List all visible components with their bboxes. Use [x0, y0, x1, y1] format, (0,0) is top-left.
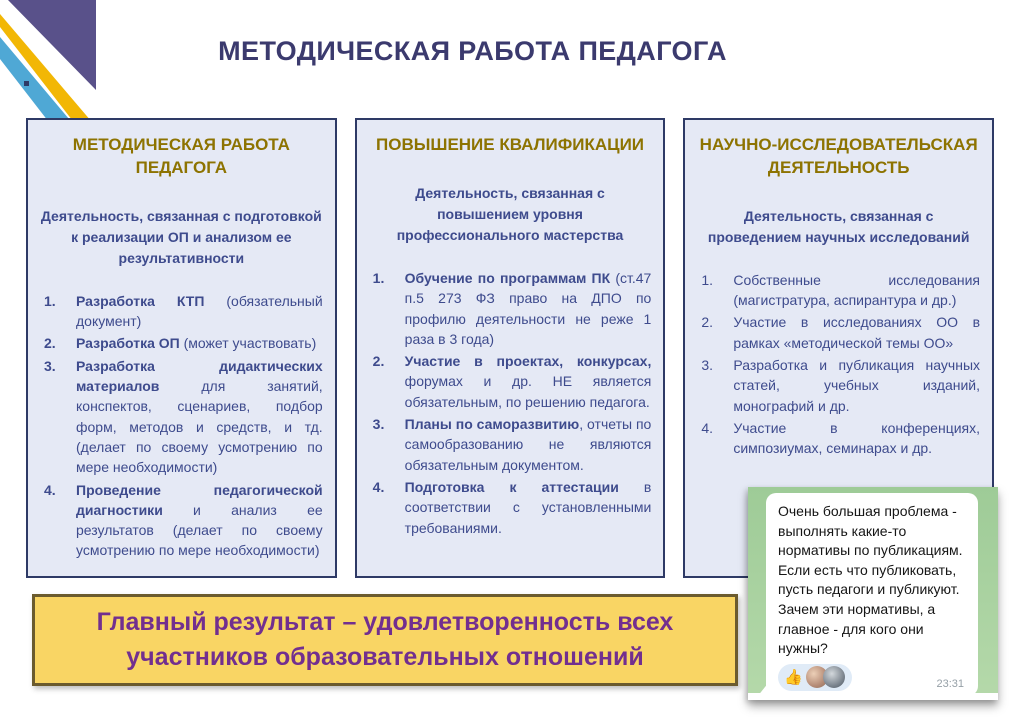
list-item: Подготовка к аттестации в соответствии с установленными требованиями. [404, 478, 652, 536]
list-item: Участие в конференциях, симпозиумах, семинарах и др. [733, 419, 981, 457]
reaction-pill [778, 664, 852, 691]
result-banner [32, 594, 738, 686]
banner-text: Главный результат – удовлетворенность всех участников образовательных отношений [96, 608, 674, 671]
list-item: Проведение педагогической диагностики и анализ ее результатов (делает по своему усмотрению по мере необходимости) [76, 481, 323, 559]
list-item: Разработка ОП (может участвовать) [76, 335, 317, 352]
box-header: ПОВЫШЕНИЕ КВАЛИФИКАЦИИ [376, 135, 645, 154]
column-qualification [355, 118, 666, 578]
reactor-avatar [823, 666, 845, 688]
chat-bubble [766, 493, 978, 696]
box-subtitle: Деятельность, связанная с повышением уровня профессионального мастерства [396, 184, 624, 243]
chat-message: Очень большая проблема - выполнять какие-то нормативы по публикациям. Если есть что публиковать, пусть педагоги и публикуют. Зачем эти нормативы, а главное - для кого они нужны? [778, 503, 963, 657]
corner-dot-icon [24, 81, 29, 86]
chat-bubble-footer [778, 664, 966, 691]
box-subtitle: Деятельность, связанная с проведением научных исследований [707, 207, 970, 245]
list-item: Собственные исследования (магистратура, аспирантура и др.) [733, 271, 981, 309]
list-item: Обучение по программам ПК (ст.47 п.5 273 ФЗ право на ДПО по профилю деятельности не реже 1 раза в 3 года) [404, 269, 652, 347]
page-title: МЕТОДИЧЕСКАЯ РАБОТА ПЕДАГОГА [218, 36, 727, 66]
box-header: МЕТОДИЧЕСКАЯ РАБОТА ПЕДАГОГА [72, 135, 290, 177]
thumbs-up-icon: 👍 [784, 668, 803, 686]
list-item: Разработка КТП (обязательный документ) [76, 292, 323, 330]
list-item: Разработка и публикация научных статей, учебных изданий, монографий и др. [733, 357, 981, 414]
box-header: НАУЧНО-ИССЛЕДОВАТЕЛЬСКАЯ ДЕЯТЕЛЬНОСТЬ [699, 135, 978, 177]
chat-screenshot [748, 487, 998, 700]
list-item: Участие в исследованиях ОО в рамках «методической темы ОО» [733, 314, 981, 351]
column-methodical-work [26, 118, 337, 578]
message-timestamp: 23:31 [936, 677, 964, 690]
box-subtitle: Деятельность, связанная с подготовкой к реализации ОП и анализом ее результативности [40, 207, 322, 266]
item-list [40, 291, 323, 561]
list-item: Планы по саморазвитию, отчеты по самообразованию не являются обязательным документом. [404, 416, 652, 473]
item-list [369, 268, 652, 538]
item-list [697, 270, 980, 459]
list-item: Разработка дидактических материалов для занятий, конспектов, сценариев, подбор форм, методов и средств, и тд. (делает по своему усмотрению по мере необходимости) [76, 357, 323, 476]
list-item: Участие в проектах, конкурсах, форумах и др. НЕ является обязательным, по решению педагога. [404, 353, 652, 410]
